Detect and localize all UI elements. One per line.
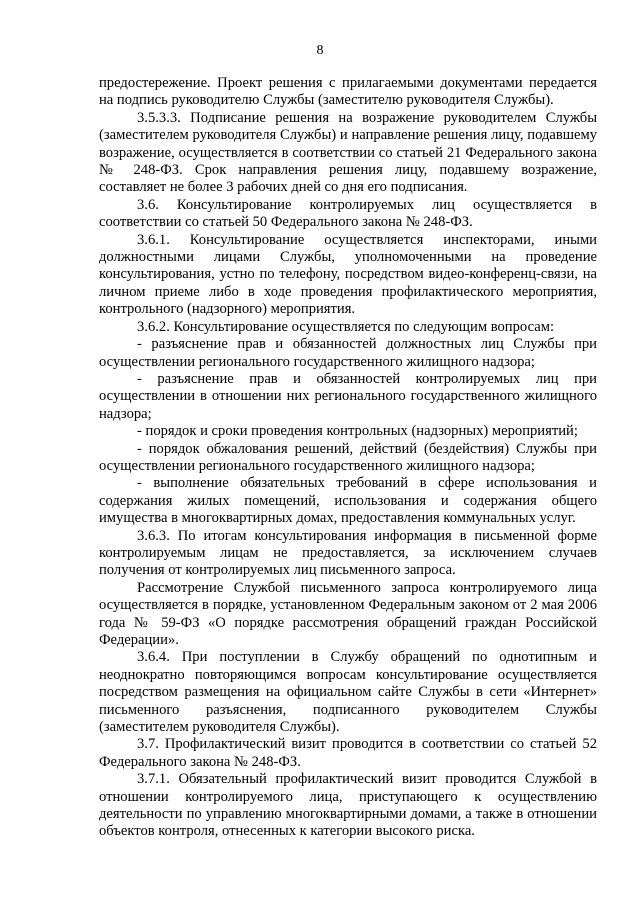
paragraph: 3.5.3.3. Подписание решения на возражение руководителем Службы (заместителем руководителя Службы) и направление решения лицу, подавшему возражение, осуществляется в соответствии со статьей 21 Федерального закона № 248-ФЗ. Срок направления решения лицу, подавшему возражение, составляет не более 3 рабочих дней со дня его подписания.: [99, 109, 597, 196]
paragraph: Рассмотрение Службой письменного запроса контролируемого лица осуществляется в порядке, установленном Федеральным законом от 2 мая 2006 года № 59-ФЗ «О порядке рассмотрения обращений граждан Российской Федерации».: [99, 579, 597, 648]
paragraph: 3.7. Профилактический визит проводится в соответствии со статьей 52 Федерального закона № 248-ФЗ.: [99, 736, 597, 770]
paragraph: 3.6.2. Консультирование осуществляется по следующим вопросам:: [137, 318, 554, 335]
paragraph: 3.6.3. По итогам консультирования информация в письменной форме контролируемым лицам не предоставляется, за исключением случаев получения от контролируемых лиц письменного запроса.: [99, 527, 597, 579]
list-item: - разъяснение прав и обязанностей контролируемых лиц при осуществлении в отношении них регионального государственного жилищного надзора;: [99, 370, 597, 422]
list-item: - порядок и сроки проведения контрольных (надзорных) мероприятий;: [137, 423, 578, 440]
document-body: [99, 75, 597, 841]
paragraph: 3.6. Консультирование контролируемых лиц осуществляется в соответствии со статьей 50 Федерального закона № 248-ФЗ.: [99, 196, 597, 231]
paragraph: 3.7.1. Обязательный профилактический визит проводится Службой в отношении контролируемого лица, приступающего к осуществлению деятельности по управлению многоквартирными домами, а также в отношении объектов контроля, отнесенных к категории высокого риска.: [99, 771, 597, 840]
paragraph: 3.6.4. При поступлении в Службу обращений по однотипным и неоднократно повторяющимся вопросам консультирование осуществляется посредством размещения на официальном сайте Службы в сети «Интернет» письменного разъяснения, подписанного руководителем Службы (заместителем руководителя Службы).: [99, 649, 597, 736]
paragraph: 3.6.1. Консультирование осуществляется инспекторами, иными должностными лицами Службы, уполномоченными на проведение консультирования, устно по телефону, посредством видео-конференц-связи, на личном приеме либо в ходе проведения профилактического мероприятия, контрольного (надзорного) мероприятия.: [99, 231, 597, 318]
list-item: - выполнение обязательных требований в сфере использования и содержания жилых помещений, использования и содержания общего имущества в многоквартирных домах, предоставления коммунальных услуг.: [99, 475, 597, 527]
page-number: 8: [316, 43, 324, 58]
list-item: - порядок обжалования решений, действий (бездействия) Службы при осуществлении регионального государственного жилищного надзора;: [99, 440, 597, 474]
paragraph: предостережение. Проект решения с прилагаемыми документами передается на подпись руководителю Службы (заместителю руководителя Службы).: [99, 75, 597, 109]
list-item: - разъяснение прав и обязанностей должностных лиц Службы при осуществлении регионального государственного жилищного надзора;: [99, 336, 597, 370]
